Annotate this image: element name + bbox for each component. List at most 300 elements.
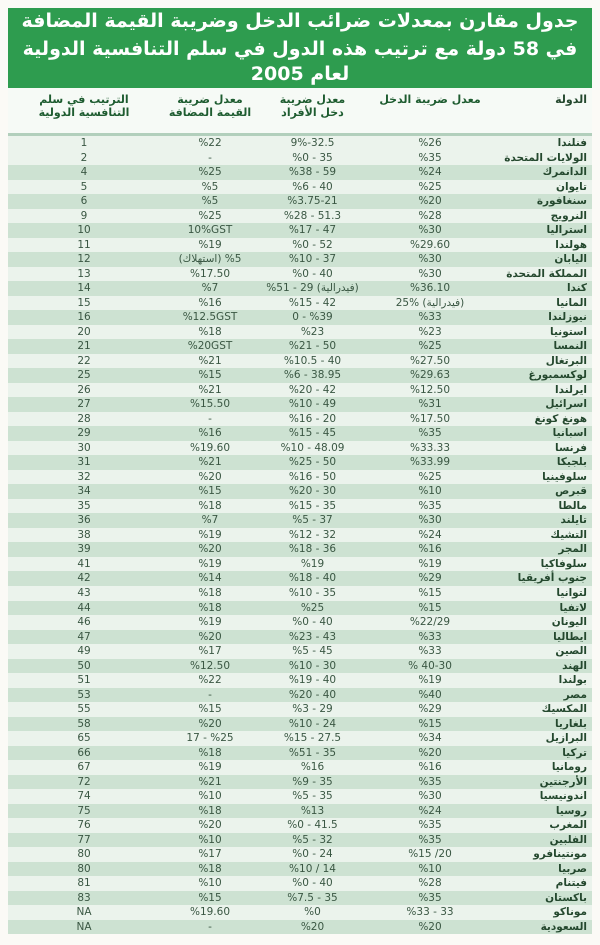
cell-income_tax: %30: [418, 514, 442, 527]
cell-rank: 31: [77, 456, 91, 469]
column-header-vat: معدل ضريبة القيمة المضافة: [168, 93, 252, 119]
cell-vat: -: [208, 688, 212, 701]
cell-vat: %17: [198, 645, 222, 658]
cell-vat: %25: [198, 166, 222, 179]
cell-rank: 14: [77, 282, 91, 295]
cell-personal_income_tax: %25: [300, 601, 325, 614]
table-row: [8, 644, 592, 659]
cell-vat: %12.50: [189, 659, 231, 672]
cell-income_tax: %15 /20: [408, 848, 452, 861]
table-row: [8, 833, 592, 848]
cell-vat: %7: [201, 282, 219, 295]
cell-income_tax: %20: [418, 920, 442, 933]
cell-rank: 50: [77, 659, 91, 672]
cell-vat: %18: [198, 601, 222, 614]
cell-vat: %10: [198, 790, 222, 803]
cell-personal_income_tax: %0 - 52: [292, 238, 333, 251]
cell-rank: 4: [80, 166, 88, 179]
cell-vat: -: [208, 412, 212, 425]
cell-personal_income_tax: %5 - 35: [292, 790, 333, 803]
cell-personal_income_tax: %51 - 29 (فيدرالية): [266, 282, 359, 295]
cell-country: استونيا: [550, 325, 587, 338]
cell-country: استراليا: [546, 224, 587, 237]
cell-income_tax: %29.60: [409, 238, 451, 251]
cell-country: باكستان: [545, 891, 587, 904]
cell-rank: 58: [77, 717, 91, 730]
cell-country: المملكة المتحدة: [506, 267, 587, 280]
cell-country: فيتنام: [555, 877, 587, 890]
cell-country: هولندا: [555, 238, 587, 251]
cell-vat: %25: [198, 209, 222, 222]
cell-personal_income_tax: %13: [300, 804, 325, 817]
cell-personal_income_tax: %20 - 30: [288, 485, 337, 498]
cell-income_tax: % 40-30: [408, 659, 452, 672]
cell-country: اسرائيل: [545, 398, 587, 411]
table-row: [8, 383, 592, 398]
cell-country: مالطا: [558, 499, 587, 512]
cell-vat: %5: [201, 180, 219, 193]
cell-country: مصر: [563, 688, 587, 701]
cell-vat: %21: [198, 775, 222, 788]
cell-country: روسيا: [555, 804, 587, 817]
cell-income_tax: %10: [418, 862, 442, 875]
cell-personal_income_tax: %6 - 40: [292, 180, 333, 193]
cell-personal_income_tax: %15 - 35: [288, 499, 337, 512]
table-row: [8, 426, 592, 441]
cell-income_tax: %25: [418, 470, 442, 483]
table-row: [8, 818, 592, 833]
cell-personal_income_tax: %0 - 41.5: [287, 819, 338, 832]
cell-vat: %20: [198, 543, 222, 556]
cell-rank: 35: [77, 499, 91, 512]
cell-income_tax: %25: [418, 340, 442, 353]
cell-country: النرويج: [550, 209, 587, 222]
cell-vat: %18: [198, 499, 222, 512]
cell-vat: %18: [198, 746, 222, 759]
table-row: [8, 397, 592, 412]
cell-vat: %22: [198, 137, 222, 149]
column-header-personal_income_tax: معدل ضريبة دخل الأفراد: [279, 93, 346, 119]
cell-country: الأرجنتين: [539, 775, 587, 788]
table-row: [8, 862, 592, 877]
cell-vat: %19: [198, 761, 222, 774]
cell-income_tax: 25% (فيدرالية): [395, 296, 465, 309]
cell-country: البرازيل: [545, 732, 587, 745]
cell-vat: %19.60: [189, 906, 231, 919]
cell-personal_income_tax: %20 - 42: [288, 383, 337, 396]
table-row: [8, 891, 592, 906]
cell-vat: %15.50: [189, 398, 231, 411]
cell-vat: %18: [198, 804, 222, 817]
cell-income_tax: %30: [418, 253, 442, 266]
cell-rank: 26: [77, 383, 91, 396]
cell-personal_income_tax: %9 - 35: [292, 775, 333, 788]
cell-income_tax: %10: [418, 485, 442, 498]
cell-rank: 10: [77, 224, 91, 237]
cell-rank: 32: [77, 470, 91, 483]
cell-vat: %20GST: [187, 340, 233, 353]
cell-vat: %16: [198, 427, 222, 440]
cell-rank: 27: [77, 398, 91, 411]
cell-country: بلجيكا: [556, 456, 587, 469]
cell-country: ايرلندا: [555, 383, 587, 396]
cell-personal_income_tax: 9%-32.5: [290, 137, 335, 149]
cell-income_tax: %33: [418, 645, 442, 658]
cell-income_tax: %33 - 33: [406, 906, 454, 919]
cell-rank: 41: [77, 557, 91, 570]
cell-rank: NA: [76, 906, 92, 919]
table-title-banner: [8, 8, 592, 88]
cell-rank: 44: [77, 601, 91, 614]
table-row: [8, 630, 592, 645]
cell-income_tax: %33: [418, 311, 442, 324]
cell-personal_income_tax: %38 - 59: [288, 166, 337, 179]
cell-income_tax: %12.50: [409, 383, 451, 396]
cell-personal_income_tax: %28 - 51.3: [283, 209, 342, 222]
cell-vat: %18: [198, 586, 222, 599]
table-row: [8, 484, 592, 499]
table-row: [8, 920, 592, 935]
cell-income_tax: %30: [418, 224, 442, 237]
cell-personal_income_tax: %0 - 40: [292, 877, 333, 890]
cell-personal_income_tax: %12 - 32: [288, 528, 337, 541]
table-row: [8, 325, 592, 340]
cell-country: فنلندا: [557, 137, 587, 149]
cell-rank: 25: [77, 369, 91, 382]
table-row: [8, 601, 592, 616]
cell-income_tax: %15: [418, 586, 442, 599]
cell-personal_income_tax: %10 / 14: [289, 862, 336, 875]
cell-income_tax: %33: [418, 630, 442, 643]
cell-personal_income_tax: %16 - 50: [288, 470, 337, 483]
table-row: [8, 905, 592, 920]
cell-country: التشيك: [550, 528, 587, 541]
table-row: [8, 354, 592, 369]
cell-income_tax: %36.10: [409, 282, 451, 295]
table-row: [8, 804, 592, 819]
cell-country: الهند: [562, 659, 587, 672]
cell-personal_income_tax: %23 - 43: [288, 630, 337, 643]
cell-income_tax: %35: [418, 833, 442, 846]
table-row: [8, 731, 592, 746]
cell-vat: -: [208, 920, 212, 933]
cell-country: لاتفيا: [559, 601, 587, 614]
title-line-2: في 58 دولة مع ترتيب هذه الدول في سلم التنافسية الدولية لعام 2005: [22, 38, 578, 85]
cell-income_tax: %30: [418, 790, 442, 803]
table-row: [8, 746, 592, 761]
cell-personal_income_tax: %20: [300, 920, 325, 933]
cell-income_tax: %35: [418, 427, 442, 440]
cell-personal_income_tax: %7.5 - 35: [287, 891, 338, 904]
cell-income_tax: %34: [418, 732, 442, 745]
cell-rank: 49: [77, 645, 91, 658]
cell-vat: %15: [198, 369, 222, 382]
table-row: [8, 470, 592, 485]
table-row: [8, 615, 592, 630]
cell-rank: 38: [77, 528, 91, 541]
cell-rank: 80: [77, 862, 91, 875]
cell-vat: %20: [198, 819, 222, 832]
cell-rank: 75: [77, 804, 91, 817]
cell-rank: 5: [80, 180, 88, 193]
cell-income_tax: %17.50: [409, 412, 451, 425]
cell-country: اسبانيا: [552, 427, 587, 440]
cell-personal_income_tax: %10 - 30: [288, 659, 337, 672]
table-row: [8, 760, 592, 775]
cell-vat: %18: [198, 862, 222, 875]
cell-personal_income_tax: %3 - 29: [292, 703, 333, 716]
cell-rank: NA: [76, 920, 92, 933]
cell-income_tax: %23: [418, 325, 442, 338]
cell-country: المجر: [558, 543, 587, 556]
cell-rank: 55: [77, 703, 91, 716]
column-header-rank: الترتيب في سلم التنافسية الدولية: [38, 93, 130, 119]
table-row: [8, 876, 592, 891]
cell-personal_income_tax: %10 - 49: [288, 398, 337, 411]
cell-income_tax: %27.50: [409, 354, 451, 367]
cell-personal_income_tax: %5 - 37: [292, 514, 333, 527]
column-header-row: [8, 88, 592, 136]
cell-rank: 22: [77, 354, 91, 367]
cell-income_tax: %33.33: [409, 441, 451, 454]
cell-personal_income_tax: %0 - 35: [292, 151, 333, 164]
cell-income_tax: %24: [418, 166, 442, 179]
cell-country: كندا: [566, 282, 587, 295]
table-row: [8, 151, 592, 166]
cell-income_tax: %35: [418, 499, 442, 512]
cell-country: الصين: [555, 645, 587, 658]
cell-country: جنوب أفريقيا: [517, 572, 587, 585]
cell-rank: 76: [77, 819, 91, 832]
cell-rank: 28: [77, 412, 91, 425]
cell-rank: 2: [80, 151, 88, 164]
cell-rank: 80: [77, 848, 91, 861]
cell-country: المانيا: [556, 296, 587, 309]
cell-personal_income_tax: %10 - 37: [288, 253, 337, 266]
table-row: [8, 136, 592, 151]
cell-country: لتوانيا: [556, 586, 587, 599]
cell-vat: %5: [201, 195, 219, 208]
cell-income_tax: %25: [418, 180, 442, 193]
cell-rank: 66: [77, 746, 91, 759]
cell-vat: -: [208, 151, 212, 164]
cell-income_tax: %15: [418, 601, 442, 614]
column-header-income_tax: معدل ضريبة الدخل: [379, 93, 481, 106]
cell-personal_income_tax: %23: [300, 325, 325, 338]
cell-personal_income_tax: %18 - 36: [288, 543, 337, 556]
cell-rank: 72: [77, 775, 91, 788]
cell-income_tax: %35: [418, 891, 442, 904]
cell-personal_income_tax: %10 - 48.09: [280, 441, 345, 454]
table-row: [8, 194, 592, 209]
cell-country: قبرص: [555, 485, 587, 498]
cell-rank: 1: [80, 137, 88, 149]
cell-vat: %18: [198, 325, 222, 338]
cell-vat: %10: [198, 877, 222, 890]
cell-income_tax: %31: [418, 398, 442, 411]
cell-country: نيوزلندا: [548, 311, 587, 324]
cell-country: النمسا: [553, 340, 587, 353]
cell-rank: 43: [77, 586, 91, 599]
cell-personal_income_tax: 0 - %39: [292, 311, 333, 324]
table-row: [8, 180, 592, 195]
cell-personal_income_tax: %0 - 40: [292, 616, 333, 629]
cell-personal_income_tax: %6 - 38.95: [283, 369, 342, 382]
cell-vat: (استهلاك) %5: [178, 253, 242, 266]
cell-vat: %19: [198, 238, 222, 251]
table-row: [8, 688, 592, 703]
cell-vat: %19: [198, 616, 222, 629]
cell-vat: %15: [198, 703, 222, 716]
cell-income_tax: %40: [418, 688, 442, 701]
cell-personal_income_tax: %17 - 47: [288, 224, 337, 237]
cell-rank: 51: [77, 674, 91, 687]
cell-country: اليونان: [551, 616, 587, 629]
cell-country: رومانيا: [551, 761, 587, 774]
cell-country: تركيا: [562, 746, 587, 759]
cell-personal_income_tax: %15 - 42: [288, 296, 337, 309]
cell-personal_income_tax: %10.5 - 40: [283, 354, 342, 367]
cell-income_tax: %28: [418, 877, 442, 890]
cell-rank: 81: [77, 877, 91, 890]
cell-country: السعودية: [540, 920, 587, 933]
cell-personal_income_tax: %15 - 27.5: [283, 732, 342, 745]
cell-country: الولايات المتحدة: [504, 151, 587, 164]
cell-income_tax: %24: [418, 528, 442, 541]
cell-income_tax: %24: [418, 804, 442, 817]
cell-country: المكسيك: [541, 703, 587, 716]
table-row: [8, 281, 592, 296]
cell-personal_income_tax: %0 - 24: [292, 848, 333, 861]
cell-income_tax: %22/29: [409, 616, 451, 629]
table-row: [8, 571, 592, 586]
cell-rank: 11: [77, 238, 91, 251]
cell-rank: 34: [77, 485, 91, 498]
cell-country: الفلبين: [549, 833, 587, 846]
cell-personal_income_tax: %20 - 40: [288, 688, 337, 701]
cell-vat: %12.5GST: [182, 311, 238, 324]
cell-personal_income_tax: %5 - 32: [292, 833, 333, 846]
cell-income_tax: %26: [418, 137, 442, 149]
table-row: [8, 586, 592, 601]
table-row: [8, 557, 592, 572]
table-row: [8, 252, 592, 267]
cell-vat: %17.50: [189, 267, 231, 280]
cell-country: بولندا: [558, 674, 587, 687]
cell-country: هونغ كونغ: [534, 412, 587, 425]
table-row: [8, 165, 592, 180]
cell-personal_income_tax: %25 - 50: [288, 456, 337, 469]
cell-rank: 67: [77, 761, 91, 774]
cell-personal_income_tax: %10 - 24: [288, 717, 337, 730]
cell-income_tax: %16: [418, 761, 442, 774]
cell-vat: %10: [198, 833, 222, 846]
cell-vat: %15: [198, 891, 222, 904]
cell-personal_income_tax: %5 - 45: [292, 645, 333, 658]
table-row: [8, 238, 592, 253]
cell-vat: %19: [198, 557, 222, 570]
column-header-country: الدولة: [555, 93, 587, 106]
cell-rank: 42: [77, 572, 91, 585]
table-row: [8, 455, 592, 470]
table-row: [8, 673, 592, 688]
table-row: [8, 368, 592, 383]
cell-vat: %21: [198, 456, 222, 469]
table-row: [8, 847, 592, 862]
table-row: [8, 296, 592, 311]
cell-rank: 9: [80, 209, 88, 222]
cell-vat: %16: [198, 296, 222, 309]
cell-rank: 21: [77, 340, 91, 353]
table-row: [8, 528, 592, 543]
table-row: [8, 659, 592, 674]
cell-rank: 74: [77, 790, 91, 803]
table-row: [8, 267, 592, 282]
cell-personal_income_tax: %15 - 45: [288, 427, 337, 440]
cell-vat: %7: [201, 514, 219, 527]
cell-rank: 6: [80, 195, 88, 208]
cell-country: اليابان: [554, 253, 587, 266]
cell-rank: 15: [77, 296, 91, 309]
cell-personal_income_tax: %3.75-21: [287, 195, 338, 208]
cell-rank: 29: [77, 427, 91, 440]
cell-income_tax: %16: [418, 543, 442, 556]
cell-income_tax: %29: [418, 703, 442, 716]
cell-vat: %20: [198, 470, 222, 483]
cell-rank: 83: [77, 891, 91, 904]
cell-income_tax: %29.63: [409, 369, 451, 382]
cell-income_tax: %30: [418, 267, 442, 280]
cell-income_tax: %35: [418, 819, 442, 832]
cell-income_tax: %35: [418, 151, 442, 164]
cell-income_tax: %29: [418, 572, 442, 585]
cell-income_tax: %35: [418, 775, 442, 788]
cell-personal_income_tax: %19: [300, 557, 325, 570]
cell-rank: 12: [77, 253, 91, 266]
cell-vat: %14: [198, 572, 222, 585]
cell-personal_income_tax: %0 - 40: [292, 267, 333, 280]
cell-vat: %21: [198, 354, 222, 367]
cell-country: مونتينافرو: [533, 848, 587, 861]
cell-rank: 39: [77, 543, 91, 556]
cell-vat: 10%GST: [187, 224, 233, 237]
cell-income_tax: %33.99: [409, 456, 451, 469]
cell-country: بلغاريا: [554, 717, 587, 730]
cell-personal_income_tax: %18 - 40: [288, 572, 337, 585]
cell-vat: %17: [198, 848, 222, 861]
table-row: [8, 441, 592, 456]
table-row: [8, 339, 592, 354]
cell-rank: 65: [77, 732, 91, 745]
cell-country: البرتغال: [545, 354, 587, 367]
cell-vat: 17 - %25: [186, 732, 234, 745]
cell-rank: 47: [77, 630, 91, 643]
cell-income_tax: %19: [418, 557, 442, 570]
cell-vat: %20: [198, 630, 222, 643]
cell-country: الدانمرك: [542, 166, 587, 179]
cell-vat: %15: [198, 485, 222, 498]
title-line-1: جدول مقارن بمعدلات ضرائب الدخل وضريبة القيمة المضافة: [21, 10, 579, 32]
cell-country: اندونيسيا: [539, 790, 587, 803]
cell-income_tax: %28: [418, 209, 442, 222]
table-row: [8, 789, 592, 804]
cell-vat: %20: [198, 717, 222, 730]
cell-country: ايطاليا: [553, 630, 587, 643]
table-row: [8, 702, 592, 717]
cell-country: سلوفاكيا: [540, 557, 587, 570]
cell-rank: 77: [77, 833, 91, 846]
table-row: [8, 775, 592, 790]
